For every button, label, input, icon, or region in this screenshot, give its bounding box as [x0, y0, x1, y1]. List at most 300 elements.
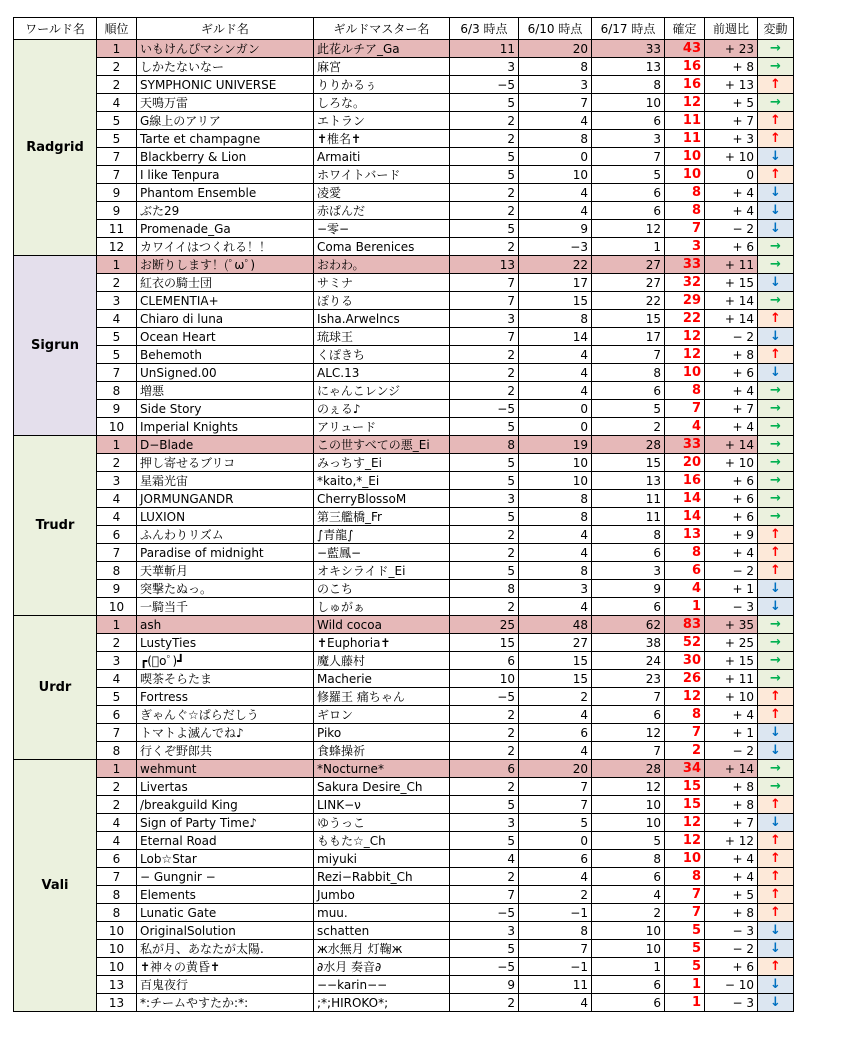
- guild-master-cell: Macherie: [314, 670, 450, 688]
- week1-points-cell: 5: [450, 166, 519, 184]
- guild-master-cell: Sakura Desire_Ch: [314, 778, 450, 796]
- rank-cell: 1: [97, 436, 137, 454]
- rank-cell: 2: [97, 778, 137, 796]
- week2-points-cell: 10: [519, 472, 592, 490]
- week2-points-cell: 15: [519, 652, 592, 670]
- week-diff-cell: + 4: [705, 850, 758, 868]
- guild-master-cell: Rezi−Rabbit_Ch: [314, 868, 450, 886]
- guild-name-cell: ぶた29: [137, 202, 314, 220]
- guild-name-cell: D−Blade: [137, 436, 314, 454]
- week3-points-cell: 6: [592, 976, 665, 994]
- guild-name-cell: 突撃たぬっ。: [137, 580, 314, 598]
- week2-points-cell: 4: [519, 364, 592, 382]
- week2-points-cell: 3: [519, 580, 592, 598]
- table-row: [14, 580, 794, 598]
- week-diff-cell: + 6: [705, 472, 758, 490]
- guild-name-cell: LustyTies: [137, 634, 314, 652]
- guild-name-cell: *:チームやすたか:*:: [137, 994, 314, 1012]
- guild-name-cell: 押し寄せるブリコ: [137, 454, 314, 472]
- week1-points-cell: 11: [450, 40, 519, 58]
- confirmed-points-cell: 30: [665, 652, 705, 670]
- week-diff-cell: + 10: [705, 148, 758, 166]
- week2-points-cell: 4: [519, 346, 592, 364]
- week-diff-cell: + 23: [705, 40, 758, 58]
- trend-same-arrow-icon: →: [758, 94, 794, 112]
- week-diff-cell: + 5: [705, 886, 758, 904]
- week3-points-cell: 28: [592, 436, 665, 454]
- trend-up-arrow-icon: ↑: [758, 166, 794, 184]
- rank-cell: 4: [97, 832, 137, 850]
- rank-cell: 4: [97, 814, 137, 832]
- rank-cell: 2: [97, 58, 137, 76]
- confirmed-points-cell: 16: [665, 76, 705, 94]
- week-diff-cell: + 10: [705, 688, 758, 706]
- header-rank: 順位: [97, 18, 137, 40]
- confirmed-points-cell: 14: [665, 508, 705, 526]
- confirmed-points-cell: 8: [665, 382, 705, 400]
- table-row: [14, 472, 794, 490]
- week-diff-cell: + 8: [705, 778, 758, 796]
- week-diff-cell: − 10: [705, 976, 758, 994]
- rank-cell: 8: [97, 382, 137, 400]
- week1-points-cell: 5: [450, 940, 519, 958]
- guild-name-cell: 天鳴万雷: [137, 94, 314, 112]
- week1-points-cell: 2: [450, 202, 519, 220]
- guild-master-cell: エトラン: [314, 112, 450, 130]
- confirmed-points-cell: 16: [665, 58, 705, 76]
- week2-points-cell: 4: [519, 202, 592, 220]
- week2-points-cell: 8: [519, 58, 592, 76]
- confirmed-points-cell: 16: [665, 472, 705, 490]
- trend-same-arrow-icon: →: [758, 40, 794, 58]
- week3-points-cell: 15: [592, 310, 665, 328]
- rank-cell: 5: [97, 112, 137, 130]
- week3-points-cell: 7: [592, 742, 665, 760]
- week3-points-cell: 13: [592, 58, 665, 76]
- week-diff-cell: + 12: [705, 832, 758, 850]
- week-diff-cell: − 2: [705, 220, 758, 238]
- table-row: [14, 706, 794, 724]
- confirmed-points-cell: 29: [665, 292, 705, 310]
- guild-name-cell: Phantom Ensemble: [137, 184, 314, 202]
- week2-points-cell: 4: [519, 868, 592, 886]
- trend-same-arrow-icon: →: [758, 436, 794, 454]
- confirmed-points-cell: 26: [665, 670, 705, 688]
- week2-points-cell: −3: [519, 238, 592, 256]
- rank-cell: 10: [97, 418, 137, 436]
- table-row: [14, 994, 794, 1012]
- week1-points-cell: 5: [450, 472, 519, 490]
- table-row: [14, 400, 794, 418]
- week3-points-cell: 6: [592, 994, 665, 1012]
- guild-master-cell: のぇる♪: [314, 400, 450, 418]
- week-diff-cell: + 14: [705, 760, 758, 778]
- rank-cell: 4: [97, 490, 137, 508]
- confirmed-points-cell: 52: [665, 634, 705, 652]
- trend-down-arrow-icon: ↓: [758, 220, 794, 238]
- week1-points-cell: 7: [450, 274, 519, 292]
- week3-points-cell: 6: [592, 706, 665, 724]
- world-name-cell: Trudr: [14, 436, 97, 616]
- trend-same-arrow-icon: →: [758, 616, 794, 634]
- week1-points-cell: 5: [450, 796, 519, 814]
- week1-points-cell: 2: [450, 238, 519, 256]
- table-row: [14, 346, 794, 364]
- week3-points-cell: 6: [592, 112, 665, 130]
- trend-same-arrow-icon: →: [758, 418, 794, 436]
- week-diff-cell: + 8: [705, 346, 758, 364]
- week2-points-cell: 19: [519, 436, 592, 454]
- week1-points-cell: 2: [450, 364, 519, 382]
- guild-name-cell: CLEMENTIA+: [137, 292, 314, 310]
- confirmed-points-cell: 4: [665, 418, 705, 436]
- confirmed-points-cell: 7: [665, 886, 705, 904]
- guild-name-cell: LUXION: [137, 508, 314, 526]
- confirmed-points-cell: 8: [665, 202, 705, 220]
- guild-name-cell: Imperial Knights: [137, 418, 314, 436]
- header-week1: 6/3 時点: [450, 18, 519, 40]
- trend-down-arrow-icon: ↓: [758, 742, 794, 760]
- trend-up-arrow-icon: ↑: [758, 796, 794, 814]
- rank-cell: 2: [97, 796, 137, 814]
- guild-master-cell: *kaito,*_Ei: [314, 472, 450, 490]
- guild-master-cell: ✝Euphoria✝: [314, 634, 450, 652]
- guild-name-cell: Tarte et champagne: [137, 130, 314, 148]
- guild-master-cell: みっちす_Ei: [314, 454, 450, 472]
- confirmed-points-cell: 10: [665, 166, 705, 184]
- guild-name-cell: Lunatic Gate: [137, 904, 314, 922]
- week2-points-cell: 2: [519, 688, 592, 706]
- week1-points-cell: 2: [450, 346, 519, 364]
- week3-points-cell: 38: [592, 634, 665, 652]
- week2-points-cell: 10: [519, 454, 592, 472]
- trend-up-arrow-icon: ↑: [758, 544, 794, 562]
- rank-cell: 7: [97, 544, 137, 562]
- guild-name-cell: ぎゃんぐ☆ぱらだしう: [137, 706, 314, 724]
- trend-up-arrow-icon: ↑: [758, 130, 794, 148]
- week1-points-cell: 2: [450, 706, 519, 724]
- table-row: [14, 796, 794, 814]
- rank-cell: 6: [97, 526, 137, 544]
- table-row: [14, 598, 794, 616]
- week1-points-cell: 3: [450, 814, 519, 832]
- trend-down-arrow-icon: ↓: [758, 940, 794, 958]
- guild-master-cell: muu.: [314, 904, 450, 922]
- guild-ranking-table: [13, 17, 794, 1012]
- confirmed-points-cell: 15: [665, 796, 705, 814]
- confirmed-points-cell: 32: [665, 274, 705, 292]
- confirmed-points-cell: 4: [665, 580, 705, 598]
- confirmed-points-cell: 5: [665, 922, 705, 940]
- week2-points-cell: 4: [519, 706, 592, 724]
- week-diff-cell: − 3: [705, 922, 758, 940]
- table-row: [14, 202, 794, 220]
- guild-master-cell: *Nocturne*: [314, 760, 450, 778]
- trend-up-arrow-icon: ↑: [758, 346, 794, 364]
- guild-name-cell: 私が月、あなたが太陽.: [137, 940, 314, 958]
- week2-points-cell: 4: [519, 544, 592, 562]
- guild-name-cell: JORMUNGANDR: [137, 490, 314, 508]
- week1-points-cell: 7: [450, 886, 519, 904]
- header-diff: 前週比: [705, 18, 758, 40]
- trend-down-arrow-icon: ↓: [758, 598, 794, 616]
- rank-cell: 2: [97, 454, 137, 472]
- guild-name-cell: Elements: [137, 886, 314, 904]
- week2-points-cell: 8: [519, 310, 592, 328]
- week2-points-cell: 0: [519, 148, 592, 166]
- week2-points-cell: 4: [519, 526, 592, 544]
- rank-cell: 9: [97, 580, 137, 598]
- week2-points-cell: 4: [519, 598, 592, 616]
- table-row: [14, 868, 794, 886]
- trend-same-arrow-icon: →: [758, 670, 794, 688]
- week-diff-cell: + 4: [705, 868, 758, 886]
- confirmed-points-cell: 12: [665, 814, 705, 832]
- confirmed-points-cell: 34: [665, 760, 705, 778]
- header-row: [14, 18, 794, 40]
- week3-points-cell: 7: [592, 346, 665, 364]
- table-row: [14, 364, 794, 382]
- week3-points-cell: 11: [592, 490, 665, 508]
- week3-points-cell: 12: [592, 724, 665, 742]
- trend-down-arrow-icon: ↓: [758, 202, 794, 220]
- week3-points-cell: 10: [592, 940, 665, 958]
- week3-points-cell: 6: [592, 544, 665, 562]
- guild-master-cell: この世すべての悪_Ei: [314, 436, 450, 454]
- guild-name-cell: I like Tenpura: [137, 166, 314, 184]
- week-diff-cell: + 6: [705, 238, 758, 256]
- week2-points-cell: 4: [519, 184, 592, 202]
- guild-name-cell: ┏(ﾟoﾟ)┛: [137, 652, 314, 670]
- rank-cell: 13: [97, 976, 137, 994]
- week3-points-cell: 33: [592, 40, 665, 58]
- world-name-cell: Sigrun: [14, 256, 97, 436]
- guild-master-cell: 此花ルチア_Ga: [314, 40, 450, 58]
- rank-cell: 8: [97, 562, 137, 580]
- week-diff-cell: + 1: [705, 580, 758, 598]
- guild-master-cell: 凌愛: [314, 184, 450, 202]
- confirmed-points-cell: 8: [665, 184, 705, 202]
- week1-points-cell: 3: [450, 922, 519, 940]
- week3-points-cell: 3: [592, 130, 665, 148]
- week2-points-cell: 8: [519, 508, 592, 526]
- confirmed-points-cell: 15: [665, 778, 705, 796]
- week2-points-cell: 4: [519, 382, 592, 400]
- week2-points-cell: 2: [519, 886, 592, 904]
- confirmed-points-cell: 20: [665, 454, 705, 472]
- week2-points-cell: 0: [519, 418, 592, 436]
- week3-points-cell: 2: [592, 418, 665, 436]
- guild-name-cell: 百鬼夜行: [137, 976, 314, 994]
- week1-points-cell: 6: [450, 760, 519, 778]
- table-row: [14, 652, 794, 670]
- trend-up-arrow-icon: ↑: [758, 904, 794, 922]
- header-week2: 6/10 時点: [519, 18, 592, 40]
- trend-up-arrow-icon: ↑: [758, 868, 794, 886]
- week3-points-cell: 4: [592, 886, 665, 904]
- rank-cell: 6: [97, 706, 137, 724]
- trend-down-arrow-icon: ↓: [758, 976, 794, 994]
- confirmed-points-cell: 83: [665, 616, 705, 634]
- week-diff-cell: + 8: [705, 796, 758, 814]
- guild-name-cell: お断りします！(ﾟωﾟ): [137, 256, 314, 274]
- confirmed-points-cell: 1: [665, 598, 705, 616]
- week1-points-cell: 3: [450, 58, 519, 76]
- world-name-cell: Radgrid: [14, 40, 97, 256]
- table-row: [14, 904, 794, 922]
- trend-same-arrow-icon: →: [758, 490, 794, 508]
- week2-points-cell: 7: [519, 796, 592, 814]
- trend-same-arrow-icon: →: [758, 400, 794, 418]
- table-row: [14, 130, 794, 148]
- rank-cell: 10: [97, 598, 137, 616]
- trend-down-arrow-icon: ↓: [758, 148, 794, 166]
- trend-same-arrow-icon: →: [758, 454, 794, 472]
- table-row: [14, 76, 794, 94]
- week-diff-cell: + 14: [705, 292, 758, 310]
- confirmed-points-cell: 33: [665, 256, 705, 274]
- week2-points-cell: 0: [519, 832, 592, 850]
- guild-master-cell: しろな。: [314, 94, 450, 112]
- rank-cell: 8: [97, 886, 137, 904]
- confirmed-points-cell: 12: [665, 832, 705, 850]
- trend-same-arrow-icon: →: [758, 508, 794, 526]
- week-diff-cell: − 3: [705, 994, 758, 1012]
- week3-points-cell: 1: [592, 238, 665, 256]
- week2-points-cell: 9: [519, 220, 592, 238]
- week-diff-cell: + 8: [705, 904, 758, 922]
- week1-points-cell: 5: [450, 508, 519, 526]
- week-diff-cell: + 13: [705, 76, 758, 94]
- confirmed-points-cell: 12: [665, 688, 705, 706]
- guild-name-cell: 紅衣の騎士団: [137, 274, 314, 292]
- rank-cell: 2: [97, 76, 137, 94]
- guild-master-cell: ゆうっこ: [314, 814, 450, 832]
- rank-cell: 7: [97, 724, 137, 742]
- week3-points-cell: 6: [592, 598, 665, 616]
- header-master: ギルドマスター名: [314, 18, 450, 40]
- week2-points-cell: 6: [519, 724, 592, 742]
- confirmed-points-cell: 10: [665, 850, 705, 868]
- week1-points-cell: 2: [450, 112, 519, 130]
- guild-master-cell: ホワイトバード: [314, 166, 450, 184]
- header-confirmed: 確定: [665, 18, 705, 40]
- header-trend: 変動: [758, 18, 794, 40]
- header-week3: 6/17 時点: [592, 18, 665, 40]
- guild-name-cell: Lob☆Star: [137, 850, 314, 868]
- trend-up-arrow-icon: ↑: [758, 958, 794, 976]
- week3-points-cell: 27: [592, 274, 665, 292]
- guild-name-cell: wehmunt: [137, 760, 314, 778]
- rank-cell: 7: [97, 364, 137, 382]
- guild-name-cell: Chiaro di luna: [137, 310, 314, 328]
- week3-points-cell: 10: [592, 814, 665, 832]
- rank-cell: 10: [97, 922, 137, 940]
- guild-master-cell: ギロン: [314, 706, 450, 724]
- week-diff-cell: + 35: [705, 616, 758, 634]
- trend-same-arrow-icon: →: [758, 292, 794, 310]
- confirmed-points-cell: 8: [665, 706, 705, 724]
- guild-name-cell: OriginalSolution: [137, 922, 314, 940]
- table-row: [14, 760, 794, 778]
- table-row: [14, 526, 794, 544]
- week3-points-cell: 10: [592, 922, 665, 940]
- week-diff-cell: + 15: [705, 274, 758, 292]
- trend-up-arrow-icon: ↑: [758, 832, 794, 850]
- week1-points-cell: 2: [450, 742, 519, 760]
- guild-master-cell: schatten: [314, 922, 450, 940]
- guild-master-cell: Armaiti: [314, 148, 450, 166]
- guild-name-cell: 星霜光宙: [137, 472, 314, 490]
- table-row: [14, 274, 794, 292]
- confirmed-points-cell: 14: [665, 490, 705, 508]
- table-row: [14, 436, 794, 454]
- table-row: [14, 670, 794, 688]
- guild-master-cell: のこち: [314, 580, 450, 598]
- week3-points-cell: 8: [592, 526, 665, 544]
- week1-points-cell: 2: [450, 184, 519, 202]
- week-diff-cell: + 6: [705, 958, 758, 976]
- table-row: [14, 886, 794, 904]
- week-diff-cell: − 2: [705, 940, 758, 958]
- week-diff-cell: + 5: [705, 94, 758, 112]
- guild-name-cell: しかたないなー: [137, 58, 314, 76]
- week1-points-cell: 6: [450, 652, 519, 670]
- rank-cell: 11: [97, 220, 137, 238]
- rank-cell: 3: [97, 292, 137, 310]
- guild-name-cell: Behemoth: [137, 346, 314, 364]
- table-row: [14, 814, 794, 832]
- guild-name-cell: 増悪: [137, 382, 314, 400]
- world-name-cell: Vali: [14, 760, 97, 1012]
- trend-down-arrow-icon: ↓: [758, 814, 794, 832]
- week-diff-cell: + 11: [705, 256, 758, 274]
- guild-name-cell: Paradise of midnight: [137, 544, 314, 562]
- week-diff-cell: + 7: [705, 400, 758, 418]
- week1-points-cell: 10: [450, 670, 519, 688]
- table-row: [14, 166, 794, 184]
- rank-cell: 2: [97, 634, 137, 652]
- week3-points-cell: 27: [592, 256, 665, 274]
- trend-down-arrow-icon: ↓: [758, 580, 794, 598]
- rank-cell: 7: [97, 868, 137, 886]
- rank-cell: 5: [97, 688, 137, 706]
- week2-points-cell: 20: [519, 760, 592, 778]
- week3-points-cell: 24: [592, 652, 665, 670]
- guild-name-cell: 一騎当千: [137, 598, 314, 616]
- week-diff-cell: + 4: [705, 202, 758, 220]
- guild-name-cell: ash: [137, 616, 314, 634]
- week3-points-cell: 22: [592, 292, 665, 310]
- guild-master-cell: 麻宮: [314, 58, 450, 76]
- guild-name-cell: − Gungnir −: [137, 868, 314, 886]
- week3-points-cell: 8: [592, 850, 665, 868]
- week2-points-cell: −1: [519, 904, 592, 922]
- trend-same-arrow-icon: →: [758, 382, 794, 400]
- week3-points-cell: 12: [592, 778, 665, 796]
- guild-name-cell: G線上のアリア: [137, 112, 314, 130]
- table-row: [14, 310, 794, 328]
- trend-same-arrow-icon: →: [758, 634, 794, 652]
- guild-name-cell: 行くぞ野郎共: [137, 742, 314, 760]
- week-diff-cell: + 8: [705, 58, 758, 76]
- header-world: ワールド名: [14, 18, 97, 40]
- table-row: [14, 238, 794, 256]
- week3-points-cell: 23: [592, 670, 665, 688]
- table-row: [14, 940, 794, 958]
- guild-name-cell: Eternal Road: [137, 832, 314, 850]
- table-row: [14, 454, 794, 472]
